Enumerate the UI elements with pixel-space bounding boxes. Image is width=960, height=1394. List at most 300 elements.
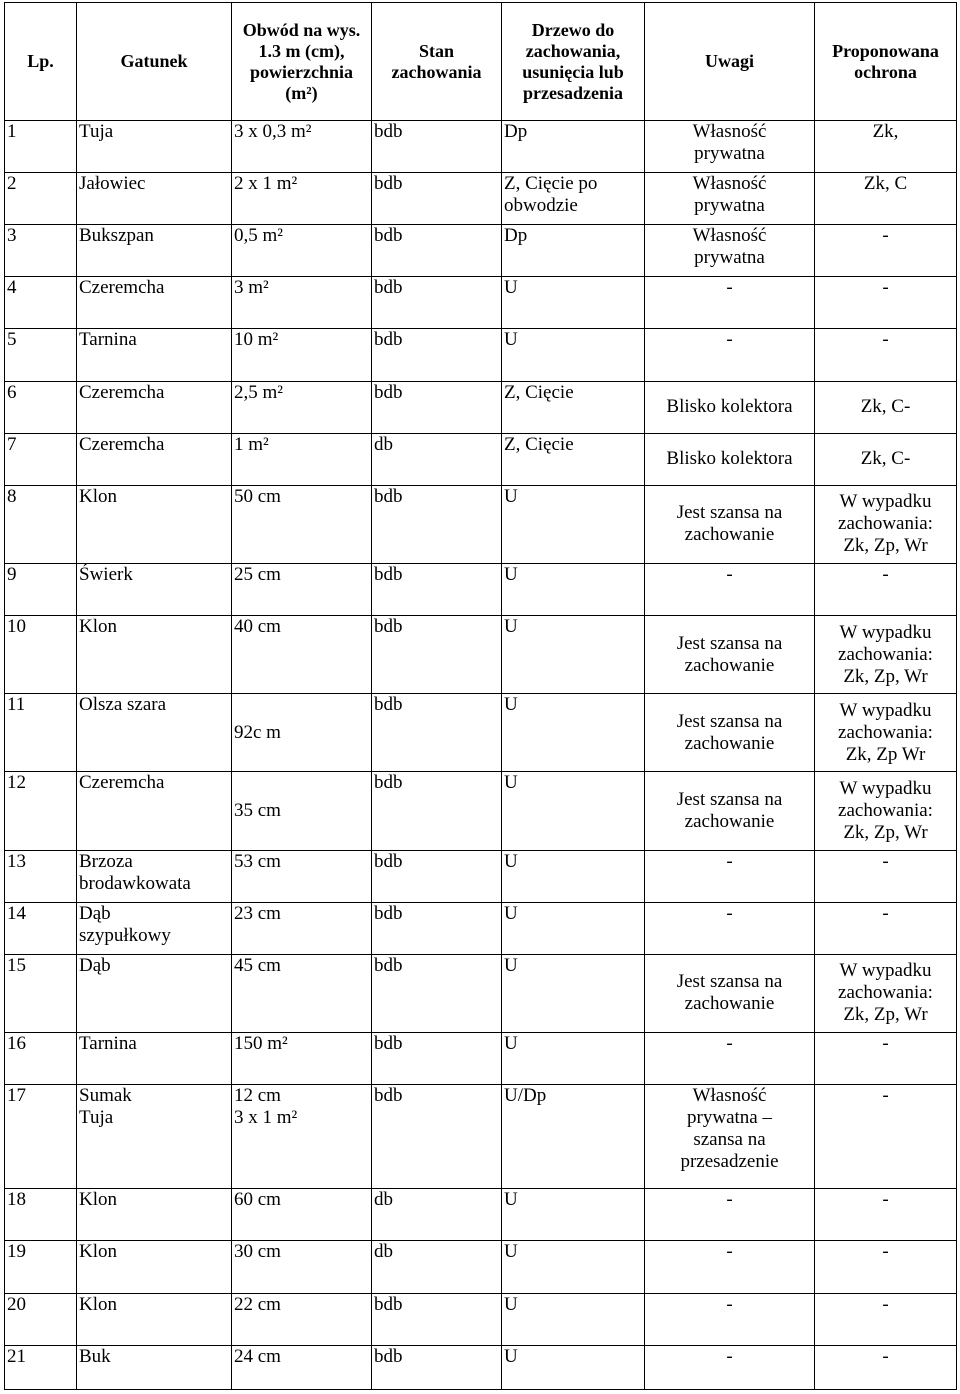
table-row	[5, 850, 957, 902]
cell-drzewo	[502, 485, 645, 563]
table-row	[5, 902, 957, 954]
cell-drzewo-text: U	[504, 563, 518, 585]
cell-ochrona-text: -	[882, 277, 889, 299]
cell-stan	[372, 616, 502, 694]
cell-lp-text: 5	[7, 329, 17, 351]
cell-obwod-text: 25 cm	[234, 563, 281, 585]
cell-uwagi-text: Własność prywatna	[692, 173, 767, 217]
cell-stan-text: bdb	[374, 902, 403, 924]
cell-stan-text: bdb	[374, 563, 403, 585]
cell-drzewo-text: U	[504, 1189, 518, 1211]
cell-lp	[5, 433, 77, 485]
cell-gatunek-text: Dąb szypułkowy	[79, 902, 171, 946]
cell-stan-text: bdb	[374, 850, 403, 872]
cell-gatunek	[77, 850, 232, 902]
cell-uwagi-text: -	[726, 850, 733, 872]
cell-obwod	[232, 1345, 372, 1389]
cell-drzewo-text: U	[504, 772, 518, 794]
cell-drzewo-text: U	[504, 954, 518, 976]
cell-lp	[5, 850, 77, 902]
cell-lp	[5, 954, 77, 1032]
table-row	[5, 277, 957, 329]
cell-uwagi	[645, 277, 815, 329]
cell-stan	[372, 485, 502, 563]
cell-lp-text: 3	[7, 225, 17, 247]
cell-drzewo	[502, 329, 645, 381]
cell-ochrona	[815, 277, 957, 329]
cell-drzewo	[502, 433, 645, 485]
cell-obwod	[232, 277, 372, 329]
cell-obwod-text: 50 cm	[234, 485, 281, 507]
cell-drzewo	[502, 1345, 645, 1389]
cell-ochrona-text: W wypadku zachowania: Zk, Zp, Wr	[838, 777, 933, 843]
cell-obwod-text: 2 x 1 m²	[234, 173, 298, 195]
cell-drzewo	[502, 225, 645, 277]
cell-drzewo-text: U	[504, 1241, 518, 1263]
cell-gatunek	[77, 1345, 232, 1389]
cell-drzewo-text: U	[504, 1032, 518, 1054]
cell-lp	[5, 173, 77, 225]
header-row	[5, 3, 957, 121]
cell-uwagi	[645, 1085, 815, 1189]
cell-lp	[5, 277, 77, 329]
cell-gatunek-text: Klon	[79, 485, 117, 507]
cell-drzewo	[502, 563, 645, 615]
cell-obwod-text: 23 cm	[234, 902, 281, 924]
cell-stan-text: bdb	[374, 694, 403, 716]
cell-lp-text: 1	[7, 121, 17, 142]
cell-stan	[372, 1085, 502, 1189]
cell-uwagi-text: Własność prywatna – szansa na przesadzenie	[680, 1085, 779, 1173]
cell-lp	[5, 1293, 77, 1345]
cell-uwagi	[645, 616, 815, 694]
cell-drzewo-text: Z, Cięcie	[504, 433, 574, 455]
cell-gatunek-text: Klon	[79, 1241, 117, 1263]
cell-stan-text: bdb	[374, 277, 403, 299]
table-body	[5, 121, 957, 1390]
cell-lp	[5, 1032, 77, 1084]
cell-lp	[5, 563, 77, 615]
cell-drzewo	[502, 694, 645, 772]
cell-ochrona	[815, 1241, 957, 1293]
header-lp: Lp.	[5, 3, 77, 121]
cell-stan	[372, 381, 502, 433]
cell-drzewo-text: U	[504, 1293, 518, 1315]
header-obwod: Obwód na wys. 1.3 m (cm), powierzchnia (m²)	[232, 3, 372, 121]
cell-gatunek-text: Brzoza brodawkowata	[79, 850, 191, 894]
cell-obwod-text: 60 cm	[234, 1189, 281, 1211]
cell-gatunek-text: Olsza szara	[79, 694, 167, 716]
cell-ochrona	[815, 772, 957, 850]
cell-drzewo-text: U	[504, 616, 518, 638]
cell-ochrona	[815, 1032, 957, 1084]
cell-uwagi-text: -	[726, 1345, 733, 1367]
cell-obwod	[232, 121, 372, 173]
cell-ochrona-text: Zk, C-	[860, 396, 911, 418]
tree-inventory-table	[4, 2, 957, 1390]
cell-obwod	[232, 1189, 372, 1241]
cell-gatunek	[77, 1032, 232, 1084]
cell-drzewo-text: Dp	[504, 121, 528, 142]
cell-uwagi-text: Jest szansa na zachowanie	[676, 788, 783, 832]
cell-obwod	[232, 1293, 372, 1345]
cell-uwagi	[645, 485, 815, 563]
cell-obwod-text: 35 cm	[234, 799, 281, 821]
cell-obwod-text: 10 m²	[234, 329, 279, 351]
cell-gatunek	[77, 173, 232, 225]
cell-obwod	[232, 563, 372, 615]
cell-ochrona-text: -	[882, 1345, 889, 1367]
table-row	[5, 173, 957, 225]
cell-obwod-text: 2,5 m²	[234, 381, 283, 403]
cell-gatunek	[77, 902, 232, 954]
cell-drzewo	[502, 902, 645, 954]
cell-ochrona-text: -	[882, 563, 889, 585]
cell-obwod	[232, 954, 372, 1032]
cell-drzewo-text: U	[504, 902, 518, 924]
header-drzewo: Drzewo do zachowania, usunięcia lub przesadzenia	[502, 3, 645, 121]
cell-drzewo	[502, 1085, 645, 1189]
cell-lp-text: 6	[7, 381, 17, 403]
cell-gatunek	[77, 563, 232, 615]
cell-stan-text: db	[374, 433, 393, 455]
cell-drzewo	[502, 772, 645, 850]
cell-uwagi	[645, 173, 815, 225]
cell-lp-text: 16	[7, 1032, 26, 1054]
cell-uwagi	[645, 1293, 815, 1345]
table-row	[5, 329, 957, 381]
cell-gatunek-text: Tarnina	[79, 329, 137, 351]
cell-uwagi	[645, 225, 815, 277]
table-row	[5, 1345, 957, 1389]
cell-uwagi-text: -	[726, 1293, 733, 1315]
cell-uwagi	[645, 433, 815, 485]
cell-uwagi	[645, 121, 815, 173]
cell-ochrona	[815, 902, 957, 954]
cell-stan-text: bdb	[374, 173, 403, 195]
cell-gatunek	[77, 954, 232, 1032]
cell-lp-text: 17	[7, 1085, 26, 1107]
cell-obwod-text: 40 cm	[234, 616, 281, 638]
cell-lp	[5, 329, 77, 381]
cell-drzewo	[502, 1032, 645, 1084]
cell-stan-text: bdb	[374, 121, 403, 142]
cell-ochrona-text: -	[882, 1085, 889, 1107]
table-row	[5, 225, 957, 277]
cell-stan	[372, 121, 502, 173]
cell-lp-text: 7	[7, 433, 17, 455]
cell-gatunek-text: Klon	[79, 1189, 117, 1211]
cell-uwagi	[645, 381, 815, 433]
cell-drzewo-text: U	[504, 277, 518, 299]
cell-drzewo	[502, 1293, 645, 1345]
table-row	[5, 1293, 957, 1345]
cell-ochrona	[815, 173, 957, 225]
cell-drzewo	[502, 381, 645, 433]
cell-lp	[5, 381, 77, 433]
cell-stan-text: db	[374, 1241, 393, 1263]
cell-stan-text: bdb	[374, 1085, 403, 1107]
cell-stan	[372, 850, 502, 902]
cell-stan-text: bdb	[374, 1345, 403, 1367]
cell-stan	[372, 225, 502, 277]
cell-uwagi-text: -	[726, 277, 733, 299]
cell-ochrona-text: -	[882, 329, 889, 351]
cell-uwagi-text: Jest szansa na zachowanie	[676, 502, 783, 546]
cell-stan-text: bdb	[374, 329, 403, 351]
cell-gatunek	[77, 616, 232, 694]
cell-drzewo	[502, 1189, 645, 1241]
cell-obwod-text: 30 cm	[234, 1241, 281, 1263]
cell-gatunek	[77, 1293, 232, 1345]
table-row	[5, 1032, 957, 1084]
cell-obwod-text: 12 cm 3 x 1 m²	[234, 1085, 298, 1129]
cell-lp	[5, 485, 77, 563]
cell-uwagi	[645, 1241, 815, 1293]
cell-obwod	[232, 616, 372, 694]
cell-gatunek-text: Czeremcha	[79, 433, 165, 455]
cell-lp-text: 9	[7, 563, 17, 585]
cell-lp	[5, 1085, 77, 1189]
cell-drzewo	[502, 850, 645, 902]
cell-obwod	[232, 1241, 372, 1293]
cell-uwagi	[645, 1032, 815, 1084]
cell-stan-text: bdb	[374, 381, 403, 403]
cell-obwod	[232, 694, 372, 772]
table-row	[5, 1241, 957, 1293]
header-uwagi: Uwagi	[645, 3, 815, 121]
cell-obwod-text: 1 m²	[234, 433, 269, 455]
cell-gatunek-text: Tarnina	[79, 1032, 137, 1054]
cell-uwagi-text: -	[726, 563, 733, 585]
cell-drzewo-text: Z, Cięcie	[504, 381, 574, 403]
cell-gatunek	[77, 1241, 232, 1293]
cell-gatunek-text: Tuja	[79, 121, 114, 142]
cell-drzewo-text: U	[504, 329, 518, 351]
cell-gatunek-text: Czeremcha	[79, 772, 165, 794]
cell-drzewo-text: U	[504, 850, 518, 872]
cell-stan-text: bdb	[374, 954, 403, 976]
cell-drzewo-text: U/Dp	[504, 1085, 547, 1107]
table-row	[5, 1189, 957, 1241]
cell-obwod-text: 45 cm	[234, 954, 281, 976]
cell-lp-text: 2	[7, 173, 17, 195]
cell-ochrona-text: Zk, C	[863, 173, 908, 195]
cell-gatunek-text: Czeremcha	[79, 277, 165, 299]
table-row	[5, 1085, 957, 1189]
table-row	[5, 485, 957, 563]
cell-lp	[5, 902, 77, 954]
cell-obwod	[232, 433, 372, 485]
cell-ochrona-text: -	[882, 850, 889, 872]
cell-obwod	[232, 902, 372, 954]
cell-uwagi-text: -	[726, 902, 733, 924]
cell-gatunek-text: Klon	[79, 616, 117, 638]
cell-lp	[5, 121, 77, 173]
cell-gatunek	[77, 1085, 232, 1189]
cell-uwagi-text: -	[726, 1032, 733, 1054]
table-row	[5, 694, 957, 772]
cell-obwod-text: 24 cm	[234, 1345, 281, 1367]
cell-stan	[372, 1189, 502, 1241]
cell-lp-text: 18	[7, 1189, 26, 1211]
cell-lp-text: 11	[7, 694, 26, 716]
cell-obwod	[232, 1032, 372, 1084]
cell-obwod	[232, 485, 372, 563]
header-ochrona: Proponowana ochrona	[815, 3, 957, 121]
cell-uwagi	[645, 954, 815, 1032]
cell-stan	[372, 173, 502, 225]
cell-stan	[372, 954, 502, 1032]
cell-obwod-text: 92c m	[234, 721, 281, 743]
cell-uwagi	[645, 329, 815, 381]
cell-stan	[372, 1293, 502, 1345]
header-gatunek: Gatunek	[77, 3, 232, 121]
cell-drzewo-text: U	[504, 694, 518, 716]
cell-drzewo-text: U	[504, 1345, 518, 1367]
cell-drzewo-text: Dp	[504, 225, 528, 247]
cell-ochrona	[815, 850, 957, 902]
cell-uwagi	[645, 850, 815, 902]
cell-obwod	[232, 173, 372, 225]
cell-uwagi-text: -	[726, 1189, 733, 1211]
cell-lp-text: 20	[7, 1293, 26, 1315]
cell-stan	[372, 1241, 502, 1293]
cell-stan	[372, 329, 502, 381]
cell-gatunek-text: Bukszpan	[79, 225, 154, 247]
cell-ochrona	[815, 121, 957, 173]
cell-gatunek-text: Buk	[79, 1345, 111, 1367]
cell-obwod	[232, 225, 372, 277]
cell-drzewo	[502, 1241, 645, 1293]
cell-obwod-text: 3 m²	[234, 277, 269, 299]
cell-obwod-text: 150 m²	[234, 1032, 288, 1054]
cell-lp-text: 19	[7, 1241, 26, 1263]
cell-uwagi-text: Blisko kolektora	[666, 448, 793, 470]
cell-obwod	[232, 772, 372, 850]
cell-stan-text: bdb	[374, 1032, 403, 1054]
cell-lp-text: 8	[7, 485, 17, 507]
cell-obwod	[232, 381, 372, 433]
cell-stan	[372, 563, 502, 615]
cell-gatunek	[77, 381, 232, 433]
cell-stan	[372, 277, 502, 329]
cell-uwagi-text: Jest szansa na zachowanie	[676, 632, 783, 676]
cell-obwod	[232, 329, 372, 381]
cell-stan	[372, 1032, 502, 1084]
cell-gatunek	[77, 225, 232, 277]
cell-drzewo	[502, 616, 645, 694]
table-row	[5, 121, 957, 173]
cell-obwod	[232, 1085, 372, 1189]
cell-ochrona	[815, 329, 957, 381]
cell-gatunek-text: Klon	[79, 1293, 117, 1315]
cell-uwagi	[645, 902, 815, 954]
cell-lp	[5, 772, 77, 850]
cell-stan-text: bdb	[374, 225, 403, 247]
cell-drzewo-text: Z, Cięcie po obwodzie	[504, 173, 598, 217]
cell-uwagi-text: Blisko kolektora	[666, 396, 793, 418]
cell-gatunek-text: Dąb	[79, 954, 111, 976]
cell-lp	[5, 616, 77, 694]
cell-lp	[5, 225, 77, 277]
cell-uwagi-text: -	[726, 329, 733, 351]
cell-uwagi-text: Jest szansa na zachowanie	[676, 710, 783, 754]
cell-ochrona	[815, 563, 957, 615]
table-row	[5, 772, 957, 850]
cell-gatunek-text: Jałowiec	[79, 173, 146, 195]
cell-drzewo	[502, 954, 645, 1032]
cell-stan-text: bdb	[374, 485, 403, 507]
cell-obwod-text: 22 cm	[234, 1293, 281, 1315]
cell-ochrona-text: -	[882, 1032, 889, 1054]
cell-gatunek-text: Sumak Tuja	[79, 1085, 132, 1129]
cell-uwagi	[645, 1189, 815, 1241]
cell-ochrona-text: Zk,	[872, 121, 899, 142]
cell-gatunek	[77, 121, 232, 173]
cell-ochrona-text: Zk, C-	[860, 448, 911, 470]
table-row	[5, 563, 957, 615]
cell-ochrona-text: -	[882, 902, 889, 924]
cell-uwagi-text: Jest szansa na zachowanie	[676, 971, 783, 1015]
cell-lp-text: 15	[7, 954, 26, 976]
cell-lp-text: 13	[7, 850, 26, 872]
cell-ochrona	[815, 485, 957, 563]
cell-ochrona	[815, 954, 957, 1032]
table-row	[5, 381, 957, 433]
cell-uwagi-text: -	[726, 1241, 733, 1263]
cell-ochrona-text: -	[882, 1293, 889, 1315]
cell-lp	[5, 1345, 77, 1389]
cell-ochrona	[815, 225, 957, 277]
cell-ochrona-text: W wypadku zachowania: Zk, Zp, Wr	[838, 491, 933, 557]
cell-gatunek	[77, 433, 232, 485]
cell-lp-text: 14	[7, 902, 26, 924]
cell-stan	[372, 902, 502, 954]
cell-drzewo	[502, 173, 645, 225]
cell-stan	[372, 694, 502, 772]
cell-obwod-text: 0,5 m²	[234, 225, 283, 247]
cell-ochrona	[815, 616, 957, 694]
cell-gatunek	[77, 329, 232, 381]
cell-ochrona-text: W wypadku zachowania: Zk, Zp, Wr	[838, 621, 933, 687]
cell-drzewo	[502, 121, 645, 173]
cell-gatunek	[77, 485, 232, 563]
cell-drzewo-text: U	[504, 485, 518, 507]
cell-lp-text: 4	[7, 277, 17, 299]
cell-stan	[372, 433, 502, 485]
cell-stan-text: bdb	[374, 1293, 403, 1315]
cell-stan	[372, 772, 502, 850]
cell-obwod-text: 3 x 0,3 m²	[234, 121, 312, 142]
cell-ochrona	[815, 694, 957, 772]
cell-ochrona	[815, 433, 957, 485]
cell-lp-text: 12	[7, 772, 26, 794]
cell-gatunek-text: Świerk	[79, 563, 133, 585]
cell-ochrona	[815, 1293, 957, 1345]
cell-stan-text: bdb	[374, 616, 403, 638]
cell-obwod-text: 53 cm	[234, 850, 281, 872]
cell-gatunek	[77, 277, 232, 329]
cell-ochrona-text: W wypadku zachowania: Zk, Zp, Wr	[838, 960, 933, 1026]
cell-gatunek-text: Czeremcha	[79, 381, 165, 403]
cell-obwod	[232, 850, 372, 902]
cell-stan	[372, 1345, 502, 1389]
header-stan: Stan zachowania	[372, 3, 502, 121]
cell-uwagi	[645, 563, 815, 615]
cell-ochrona	[815, 381, 957, 433]
cell-ochrona-text: -	[882, 225, 889, 247]
